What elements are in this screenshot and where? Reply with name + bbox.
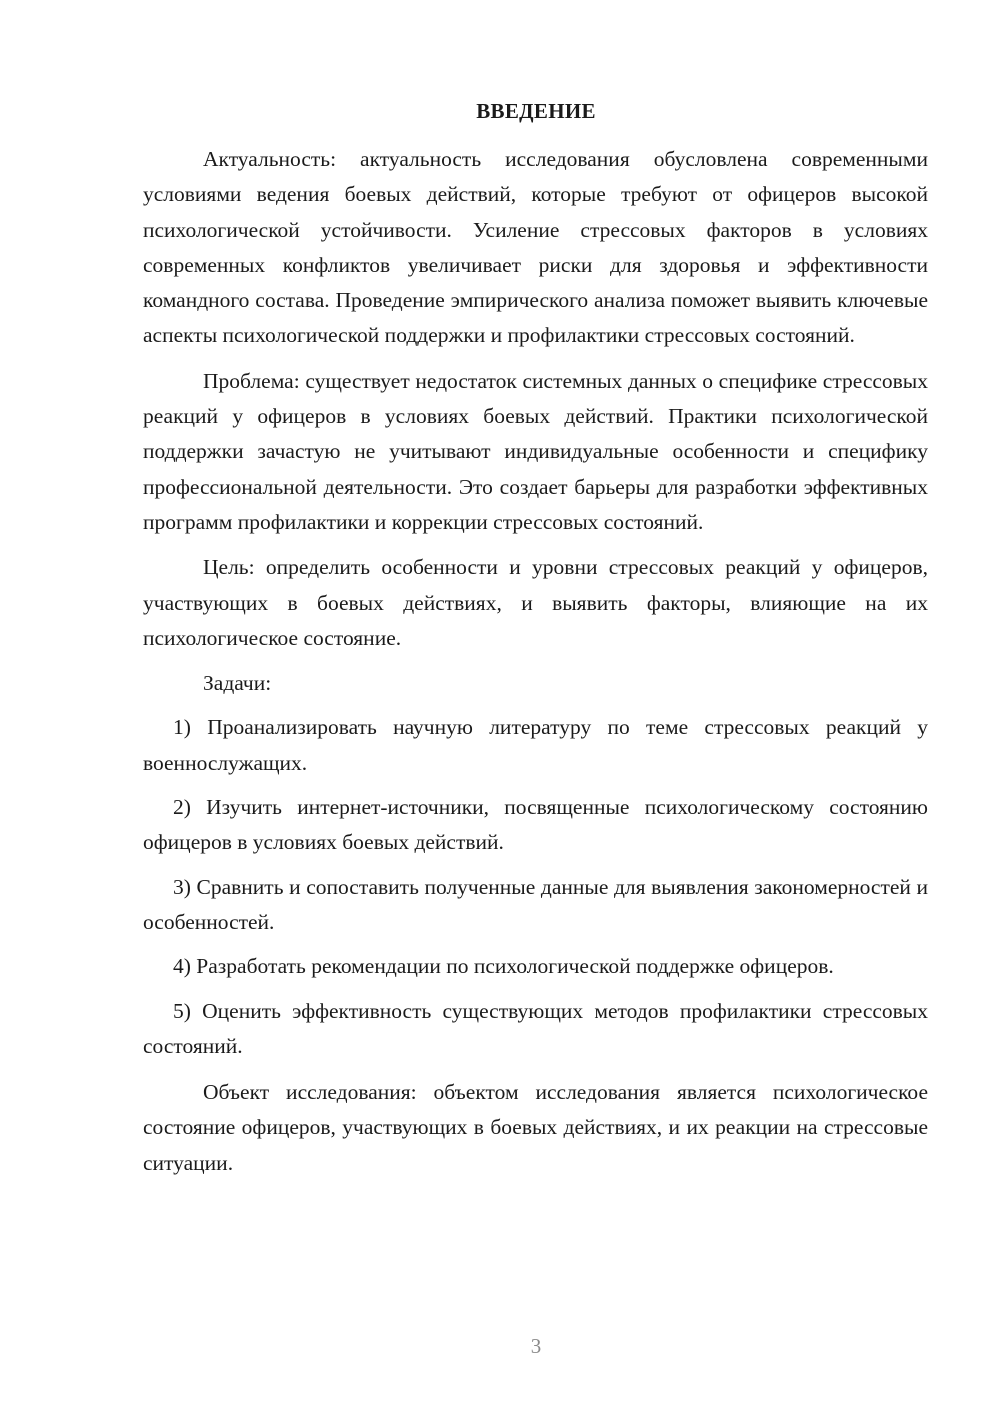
tasks-label: Задачи:: [203, 671, 272, 696]
paragraph-object: Объект исследования: объектом исследования является психологическое состояние офицеров, участвующих в боевых действиях, и их реакции на стрессовые ситуации.: [143, 1080, 928, 1175]
paragraph-goal: Цель: определить особенности и уровни стрессовых реакций у офицеров, участвующих в боевых действиях, и выявить факторы, влияющие на их психологическое состояние.: [143, 555, 928, 650]
task-item-2: 2) Изучить интернет-источники, посвященные психологическому состоянию офицеров в условиях боевых действий.: [143, 795, 928, 855]
paragraph-problem: Проблема: существует недостаток системных данных о специфике стрессовых реакций у офицеров в условиях боевых действий. Практики психологической поддержки зачастую не учитывают индивидуальные особенности и специфику профессиональной деятельности. Это создает барьеры для разработки эффективных программ профилактики и коррекции стрессовых состояний.: [143, 368, 928, 534]
paragraph-relevance: Актуальность: актуальность исследования обусловлена современными условиями ведения боевых действий, которые требуют от офицеров высокой психологической устойчивости. Усиление стрессовых факторов в условиях современных конфликтов увеличивает риски для здоровья и эффективности командного состава. Проведение эмпирического анализа поможет выявить ключевые аспекты психологической поддержки и профилактики стрессовых состояний.: [143, 147, 928, 348]
task-item-1: 1) Проанализировать научную литературу по теме стрессовых реакций у военнослужащих.: [143, 715, 928, 775]
task-item-4: 4) Разработать рекомендации по психологической поддержке офицеров.: [173, 954, 834, 979]
task-item-3: 3) Сравнить и сопоставить полученные данные для выявления закономерностей и особенностей.: [143, 874, 928, 934]
section-heading: ВВЕДЕНИЕ: [476, 99, 596, 123]
document-body: [143, 142, 928, 1181]
page-number: 3: [530, 1334, 542, 1358]
task-item-5: 5) Оценить эффективность существующих методов профилактики стрессовых состояний.: [143, 998, 928, 1058]
